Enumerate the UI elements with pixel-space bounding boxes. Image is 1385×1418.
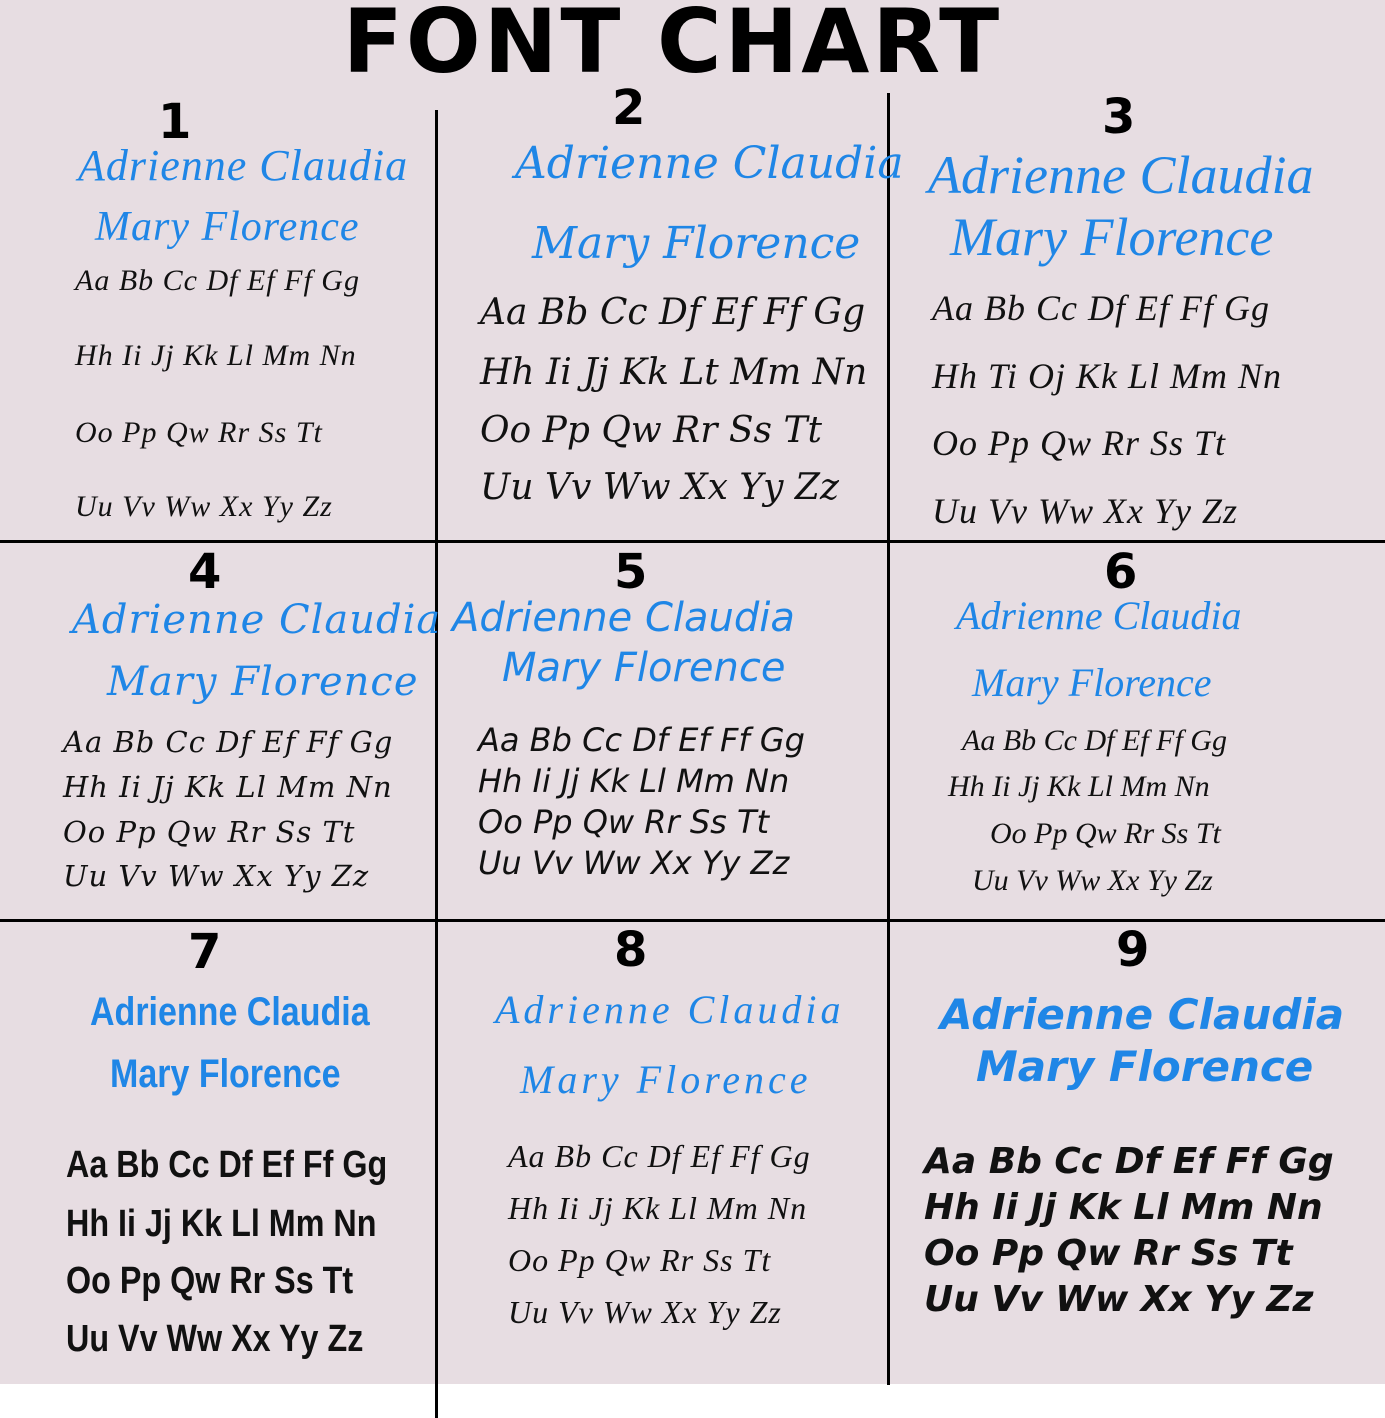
sample-name-second: Mary Florence (520, 1057, 812, 1102)
sample-name-second: Mary Florence (972, 660, 1212, 705)
sample-name-second: Mary Florence (502, 645, 786, 691)
sample-name-first: Adrienne Claudia (90, 990, 370, 1034)
alphabet-row: Aa Bb Cc Df Ef Ff Gg (962, 724, 1227, 757)
alphabet-row: Oo Pp Qw Rr Ss Tt (932, 423, 1227, 463)
alphabet-row: Uu Vv Ww Xx Yy Zz (972, 864, 1213, 897)
alphabet-row: Oo Pp Qw Rr Ss Tt (924, 1233, 1293, 1274)
sample-name-second: Mary Florence (976, 1042, 1314, 1091)
sample-name-first: Adrienne Claudia (928, 145, 1314, 205)
font-number: 5 (614, 544, 648, 600)
grid-line-vertical-right (887, 93, 890, 1385)
sample-name-first: Adrienne Claudia (940, 990, 1345, 1039)
alphabet-row: Uu Vv Ww Xx Yy Zz (508, 1294, 782, 1330)
alphabet-row: Hh Ii Jj Kk Ll Mm Nn (508, 1190, 808, 1226)
alphabet-row: Hh Ii Jj Kk Ll Mm Nn (63, 770, 393, 804)
grid-line-horizontal-bottom (0, 919, 1385, 922)
alphabet-row: Oo Pp Qw Rr Ss Tt (63, 815, 356, 849)
alphabet-row: Hh Ii Jj Kk Ll Mm Nn (478, 762, 790, 800)
alphabet-row: Oo Pp Qw Rr Ss Tt (508, 1242, 772, 1278)
alphabet-row: Uu Vv Ww Xx Yy Zz (63, 859, 370, 893)
alphabet-row: Oo Pp Qw Rr Ss Tt (75, 416, 323, 449)
alphabet-row: Aa Bb Cc Df Ef Ff Gg (478, 721, 805, 759)
alphabet-row: Hh Ii Jj Kk Ll Mm Nn (75, 339, 357, 372)
sample-name-first: Adrienne Claudia (515, 138, 904, 189)
alphabet-row: Hh Ti Oj Kk Ll Mm Nn (932, 356, 1283, 396)
sample-name-first: Adrienne Claudia (452, 595, 795, 641)
grid-line-horizontal-top (0, 540, 1385, 543)
alphabet-row: Uu Vv Ww Xx Yy Zz (66, 1318, 364, 1360)
alphabet-row: Hh Ii Jj Kk Ll Mm Nn (948, 770, 1210, 803)
alphabet-row: Aa Bb Cc Df Ef Ff Gg (75, 264, 360, 297)
sample-name-second: Mary Florence (107, 659, 419, 705)
font-number: 9 (1116, 922, 1150, 978)
alphabet-row: Oo Pp Qw Rr Ss Tt (990, 817, 1221, 850)
alphabet-row: Aa Bb Cc Df Ef Ff Gg (932, 288, 1270, 328)
alphabet-row: Uu Vv Ww Xx Yy Zz (932, 491, 1238, 531)
alphabet-row: Aa Bb Cc Df Ef Ff Gg (480, 292, 866, 333)
font-number: 3 (1102, 89, 1136, 145)
alphabet-row: Uu Vv Ww Xx Yy Zz (480, 467, 839, 508)
sample-name-first: Adrienne Claudia (72, 597, 442, 643)
grid-line-vertical-left (435, 110, 438, 1418)
sample-name-second: Mary Florence (110, 1052, 341, 1096)
font-number: 1 (158, 94, 192, 150)
font-number: 7 (188, 924, 222, 980)
sample-name-first: Adrienne Claudia (956, 593, 1242, 638)
sample-name-second: Mary Florence (532, 218, 861, 269)
alphabet-row: Aa Bb Cc Df Ef Ff Gg (924, 1141, 1334, 1182)
alphabet-row: Uu Vv Ww Xx Yy Zz (75, 490, 333, 523)
alphabet-row: Hh Ii Jj Kk Ll Mm Nn (924, 1187, 1323, 1228)
sample-name-first: Adrienne Claudia (495, 987, 845, 1032)
alphabet-row: Uu Vv Ww Xx Yy Zz (478, 844, 790, 882)
page-title: FONT CHART (342, 0, 1003, 93)
alphabet-row: Oo Pp Qw Rr Ss Tt (478, 803, 770, 841)
font-number: 4 (188, 544, 222, 600)
alphabet-row: Aa Bb Cc Df Ef Ff Gg (66, 1144, 388, 1186)
font-number: 6 (1104, 544, 1138, 600)
sample-name-second: Mary Florence (95, 204, 360, 250)
alphabet-row: Uu Vv Ww Xx Yy Zz (924, 1279, 1314, 1320)
sample-name-second: Mary Florence (950, 207, 1274, 267)
alphabet-row: Hh Ii Jj Kk Ll Mm Nn (66, 1203, 377, 1245)
font-number: 2 (612, 80, 646, 136)
alphabet-row: Aa Bb Cc Df Ef Ff Gg (63, 725, 394, 759)
font-number: 8 (614, 922, 648, 978)
alphabet-row: Oo Pp Qw Rr Ss Tt (66, 1260, 354, 1302)
alphabet-row: Aa Bb Cc Df Ef Ff Gg (508, 1138, 811, 1174)
sample-name-first: Adrienne Claudia (78, 141, 409, 190)
alphabet-row: Oo Pp Qw Rr Ss Tt (480, 410, 822, 451)
alphabet-row: Hh Ii Jj Kk Lt Mm Nn (480, 352, 868, 393)
